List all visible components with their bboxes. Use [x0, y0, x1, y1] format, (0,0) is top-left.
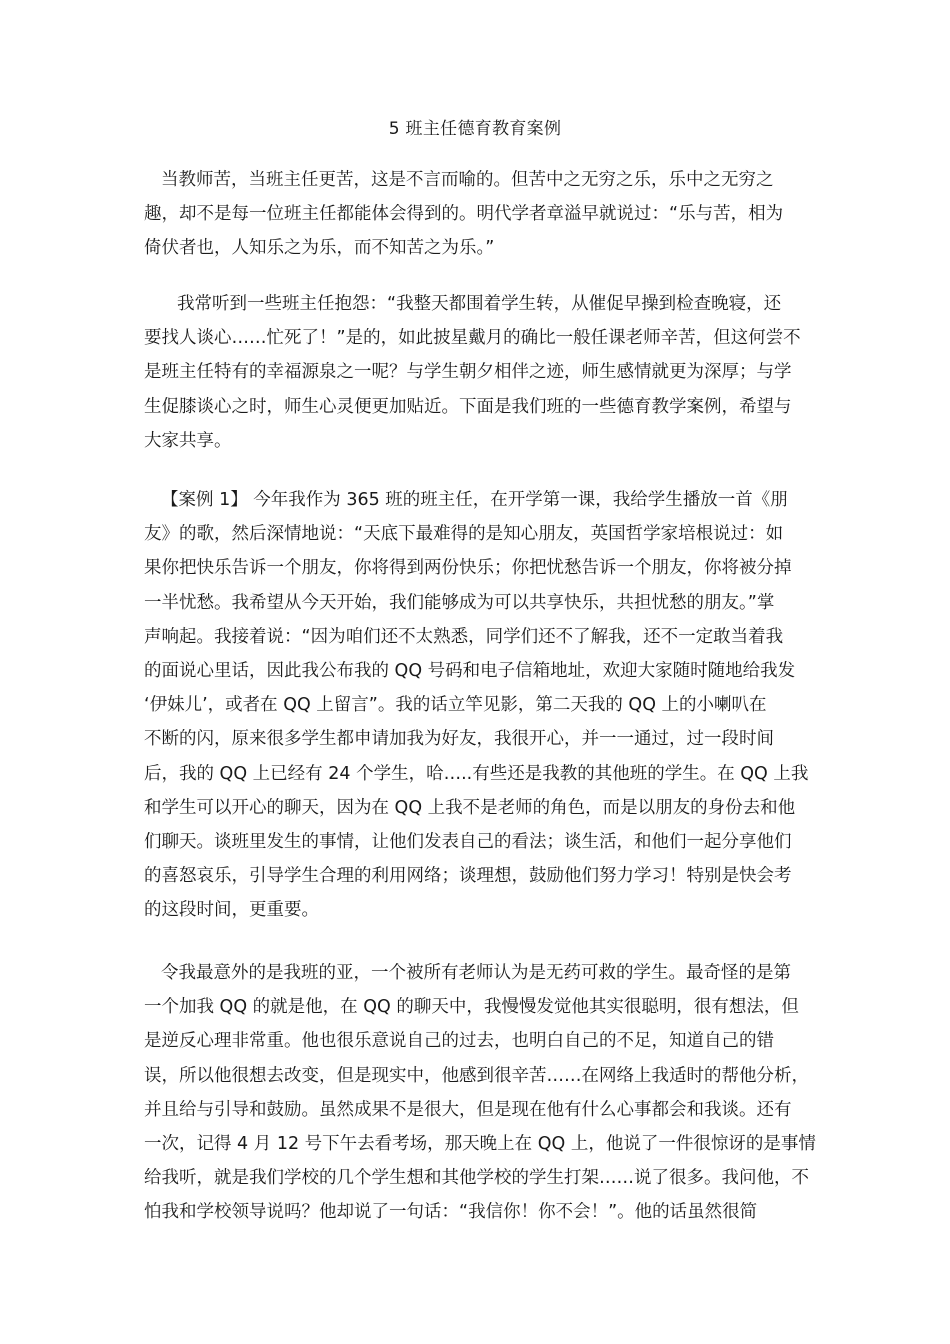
text-line: 【案例 1】 今年我作为 365 班的班主任，在开学第一课，我给学生播放一首《朋: [161, 490, 788, 510]
text-line: 的面说心里话，因此我公布我的 QQ 号码和电子信箱地址，欢迎大家随时随地给我发: [144, 660, 796, 681]
text-line: ‘伊妹儿’，或者在 QQ 上留言”。我的话立竿见影，第二天我的 QQ 上的小喇叭在: [144, 695, 767, 716]
text-line: 友》的歌，然后深情地说：“天底下最难得的是知心朋友，英国哲学家培根说过：如: [144, 524, 784, 545]
text-line: 们聊天。谈班里发生的事情，让他们发表自己的看法；谈生活，和他们一起分享他们: [144, 831, 792, 852]
paragraph-student-story: [144, 956, 816, 1230]
document-title: 5 班主任德育教育案例: [388, 119, 562, 139]
text-line: 后，我的 QQ 上已经有 24 个学生，哈…..有些还是我教的其他班的学生。在 QQ 上我: [144, 763, 809, 784]
text-line: 是班主任特有的幸福源泉之一呢？与学生朝夕相伴之迹，师生感情就更为深厚；与学: [144, 362, 792, 383]
paragraph-intro: [144, 163, 808, 266]
paragraph-case-1: [144, 483, 808, 927]
text-line: 并且给与引导和鼓励。虽然成果不是很大，但是现在他有什么心事都会和我谈。还有: [144, 1099, 792, 1120]
text-line: 声响起。我接着说：“因为咱们还不太熟悉，同学们还不了解我，还不一定敢当着我: [144, 626, 784, 647]
text-line: 倚伏者也，人知乐之为乐，而不知苦之为乐。”: [144, 238, 495, 259]
text-line: 要找人谈心……忙死了！”是的，如此披星戴月的确比一般任课老师辛苦，但这何尝不: [144, 328, 801, 349]
text-line: 误，所以他很想去改变，但是现实中，他感到很辛苦……在网络上我适时的帮他分析，: [144, 1065, 809, 1086]
text-line: 一个加我 QQ 的就是他，在 QQ 的聊天中，我慢慢发觉他其实很聪明，很有想法，但: [144, 997, 799, 1018]
text-line: 给我听，就是我们学校的几个学生想和其他学校的学生打架……说了很多。我问他，不: [144, 1168, 809, 1189]
text-line: 的这段时间，更重要。: [144, 900, 319, 921]
text-line: 令我最意外的是我班的亚，一个被所有老师认为是无药可救的学生。最奇怪的是第: [161, 963, 791, 983]
text-line: 不断的闪，原来很多学生都申请加我为好友，我很开心，并一一通过，过一段时间: [144, 729, 774, 750]
text-line: 果你把快乐告诉一个朋友，你将得到两份快乐；你把忧愁告诉一个朋友，你将被分掉: [144, 558, 792, 579]
text-line: 趣，却不是每一位班主任都能体会得到的。明代学者章溢早就说过：“乐与苦，相为: [144, 204, 784, 225]
text-line: 我常听到一些班主任抱怨：“我整天都围着学生转，从催促早操到检查晚寝，还: [177, 294, 782, 314]
text-line: 是逆反心理非常重。他也很乐意说自己的过去，也明白自己的不足，知道自己的错: [144, 1031, 774, 1052]
text-line: 怕我和学校领导说吗？他却说了一句话：“我信你！你不会！”。他的话虽然很简: [144, 1202, 758, 1223]
text-line: 生促膝谈心之时，师生心灵便更加贴近。下面是我们班的一些德育教学案例，希望与: [144, 396, 792, 417]
text-line: 当教师苦，当班主任更苦，这是不言而喻的。但苦中之无穷之乐，乐中之无穷之: [161, 170, 774, 190]
text-line: 和学生可以开心的聊天，因为在 QQ 上我不是老师的角色，而是以朋友的身份去和他: [144, 797, 796, 818]
paragraph-complaint: [144, 287, 808, 458]
text-line: 一次，记得 4 月 12 号下午去看考场，那天晚上在 QQ 上，他说了一件很惊讶的是事情: [144, 1133, 816, 1154]
text-line: 的喜怒哀乐，引导学生合理的利用网络；谈理想，鼓励他们努力学习！特别是快会考: [144, 866, 792, 887]
text-line: 一半忧愁。我希望从今天开始，我们能够成为可以共享快乐，共担忧愁的朋友。”掌: [144, 592, 775, 613]
text-line: 大家共享。: [144, 430, 232, 451]
